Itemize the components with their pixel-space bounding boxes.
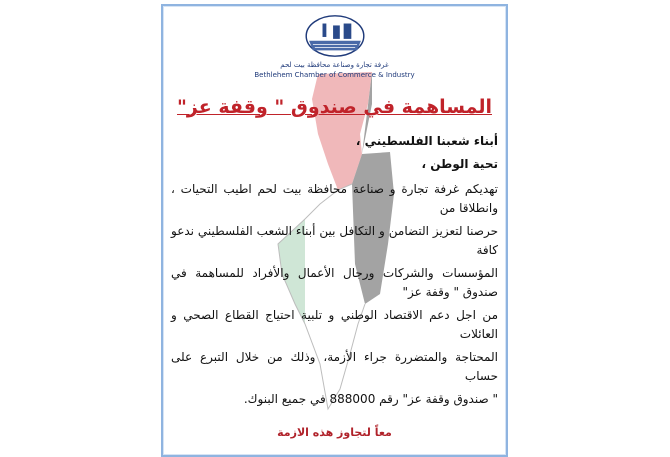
logo-block — [171, 12, 498, 80]
letter-content — [171, 12, 498, 441]
letter-title: المساهمة في صندوق " وقفة عز" — [177, 96, 492, 118]
greeting-line-1: أبناء شعبنا الفلسطيني ، — [355, 134, 498, 148]
greeting-line-2: تحية الوطن ، — [421, 157, 498, 171]
page-frame — [161, 4, 508, 457]
logo-arabic-name: غرفة تجارة وصناعة محافظة بيت لحم — [280, 61, 389, 69]
logo-english-name: Bethlehem Chamber of Commerce & Industry — [254, 71, 415, 79]
body-line: حرصنا لتعزيز التضامن و التكافل بين أبناء الشعب الفلسطيني ندعو كافة — [171, 224, 498, 257]
closing-slogan: معاً لتجاوز هذه الازمة — [277, 426, 392, 439]
body-line: المؤسسات والشركات ورجال الأعمال والأفراد للمساهمة في صندوق " وقفة عز" — [171, 266, 498, 299]
chamber-logo — [300, 12, 370, 60]
letter-body — [171, 180, 498, 409]
body-line: من اجل دعم الاقتصاد الوطني و تلبية احتياج القطاع الصحي و العائلات — [171, 308, 498, 341]
body-line: تهديكم غرفة تجارة و صناعة محافظة بيت لحم اطيب التحيات ، وانطلاقا من — [171, 182, 498, 215]
body-line: " صندوق وقفة عز" رقم 888000 في جميع البنوك. — [243, 392, 498, 406]
body-line: المحتاجة والمتضررة جراء الأزمة، وذلك من خلال التبرع على حساب — [171, 350, 498, 383]
